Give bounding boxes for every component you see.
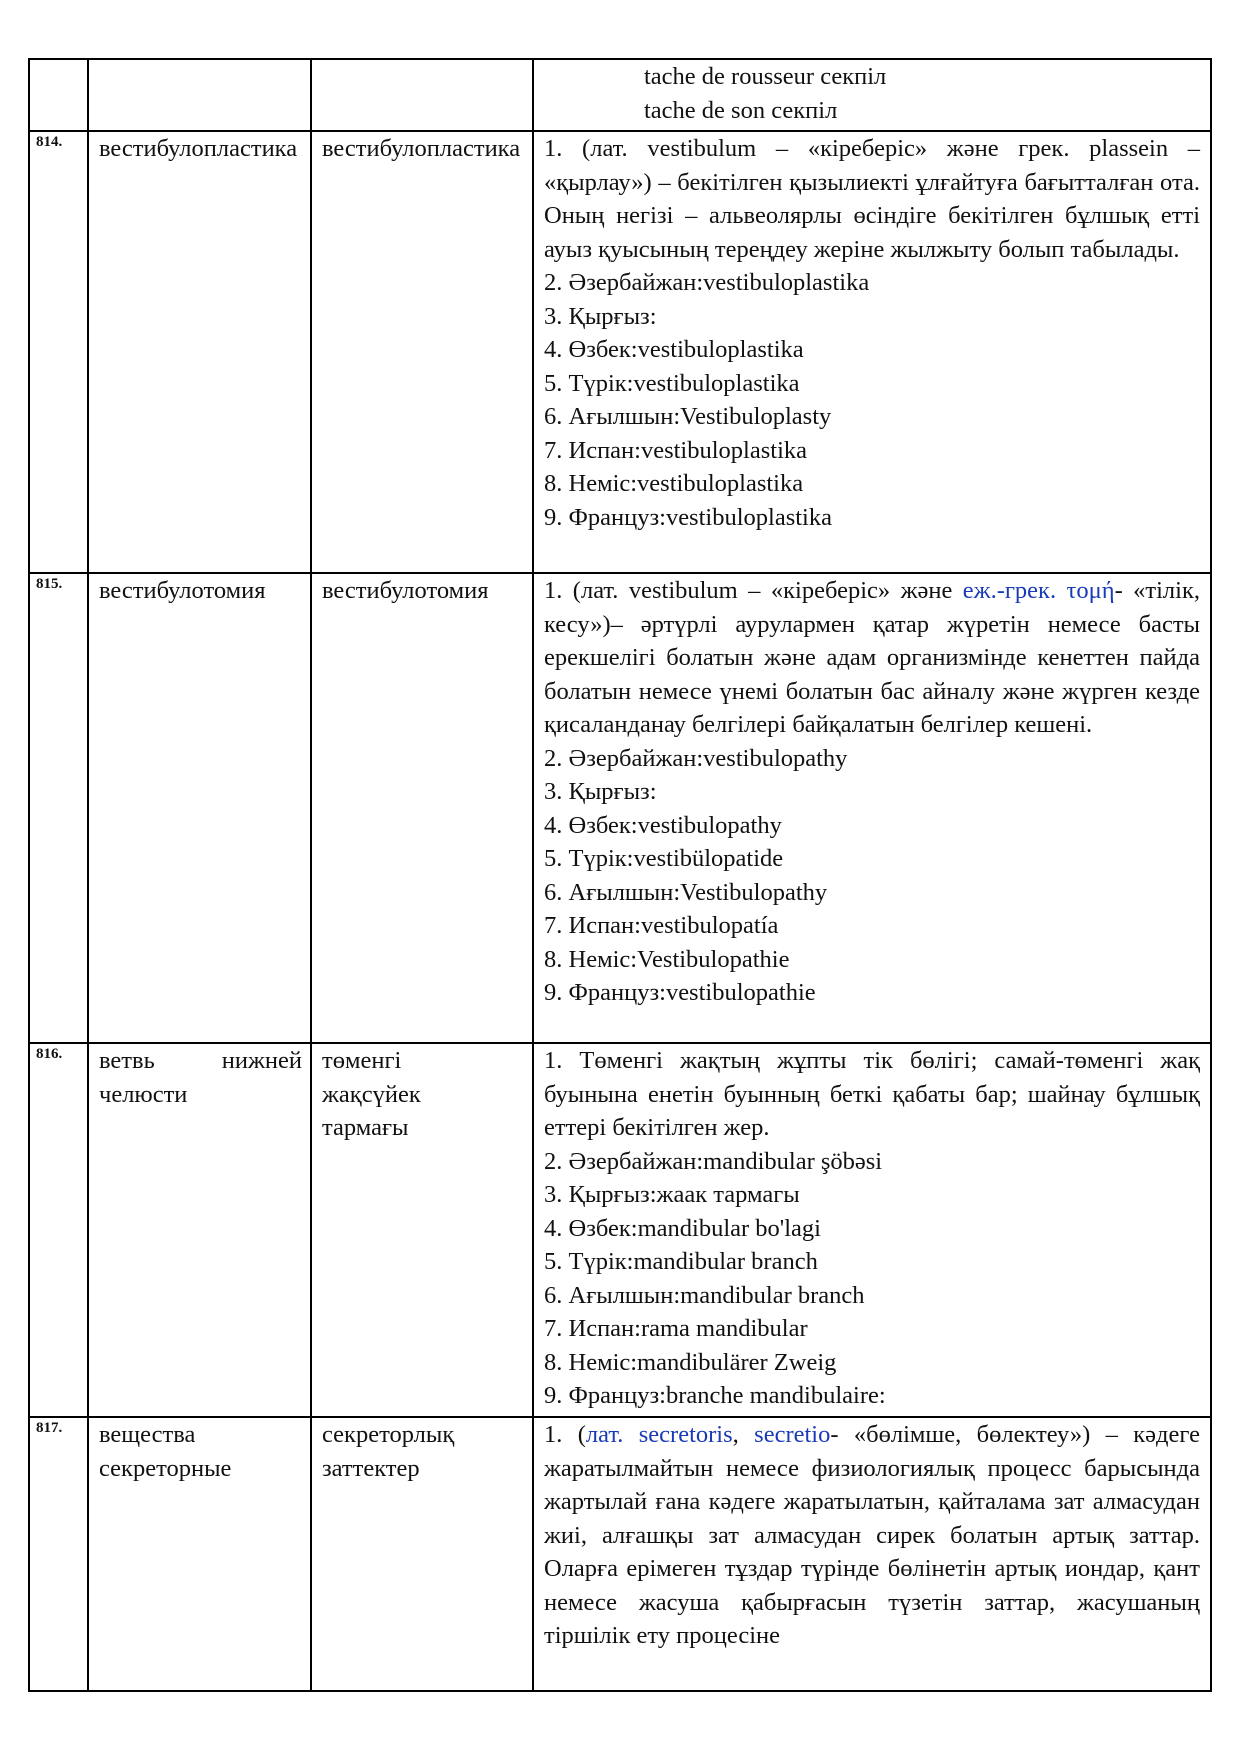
entry-number: 816. (29, 1043, 88, 1417)
latin-etymology-link: secretio (754, 1421, 831, 1448)
entry-number: 817. (29, 1417, 88, 1691)
definition-text (544, 1044, 1200, 1145)
table-row (29, 573, 1211, 1043)
translation-line: 2. Әзербайжан:mandibular şöbəsi (544, 1147, 883, 1175)
definition-cell (533, 1043, 1211, 1417)
term-kazakh: секреторлық заттектер (311, 1417, 533, 1691)
translation-line: 3. Қырғыз:жаак тармагы (544, 1181, 800, 1208)
term-kazakh: төменгі жақсүйек тармағы (311, 1043, 533, 1417)
translation-line: 4. Өзбек:vestibulopathy (544, 811, 782, 839)
translation-line: 7. Испан:vestibuloplastika (544, 436, 808, 464)
term-russian (88, 59, 311, 131)
term-russian: вестибулопластика (88, 131, 311, 573)
definition-cell (533, 59, 1211, 131)
translation-line: 7. Испан:rama mandibular (544, 1315, 808, 1342)
translation-line: 3. Қырғыз: (544, 302, 657, 330)
definition-part: 1. ( (544, 1421, 586, 1448)
term-kazakh (311, 59, 533, 131)
definition-part: - «тілік, кесу»)– әртүрлі аурулармен қатар жүретін немесе басты ерекшелігі болатын және адам организмінде кенеттен пайда болатын немесе үнемі болатын бас айналу және жүрген кезде қисаланданау белгілері байқалатын белгілер кешені. (544, 577, 1200, 738)
term-russian: вещества секреторные (88, 1417, 311, 1691)
entry-number: 815. (29, 573, 88, 1043)
definition-text (544, 132, 1200, 266)
translation-line: 9. Француз:vestibuloplastika (544, 503, 832, 531)
translation-line: 9. Француз:branche mandibulaire: (544, 1382, 886, 1409)
table-row (29, 1043, 1211, 1417)
translation-line: 5. Түрік:mandibular branch (544, 1248, 818, 1275)
definition-text (544, 574, 1200, 742)
dictionary-table (28, 58, 1212, 1692)
term-russian: вестибулотомия (88, 573, 311, 1043)
translation-line: 8. Неміс:Vestibulopathie (544, 945, 790, 973)
definition-part: 1. (лат. vestibulum – «кіреберіс» және грек. plassein – «қырлау») – бекітілген қызылиекті ұлғайтуға бағытталған ота. Оның негізі – альвеолярлы өсіндіге бекітілген бұлшық етті ауыз қуысының тереңдеу жеріне жылжыту болып табылады. (544, 135, 1200, 263)
definition-cell (533, 573, 1211, 1043)
table-row (29, 59, 1211, 131)
translation-line: 5. Түрік:vestibuloplastika (544, 369, 800, 397)
definition-part: - «бөлімше, бөлектеу») – кәдеге жаратылмайтын немесе физиологиялық процесс барысында жартылай ғана кәдеге жаратылатын, қайталама зат алмасудан жиі, алғашқы зат алмасудан сирек болатын артық заттар. Оларға ерімеген тұздар түрінде бөлінетін артық иондар, қант немесе жасуша қабырғасын түзетін заттар, жасушаның тіршілік ету процесіне (544, 1421, 1200, 1649)
translation-line: 4. Өзбек:vestibuloplastika (544, 336, 804, 363)
translation-line: 6. Ағылшын:Vestibuloplasty (544, 403, 832, 430)
translation-line: 2. Әзербайжан:vestibulopathy (544, 744, 848, 772)
term-kazakh: вестибулотомия (311, 573, 533, 1043)
table-row (29, 1417, 1211, 1691)
translation-line: 2. Әзербайжан:vestibuloplastika (544, 269, 870, 296)
definition-cell (533, 131, 1211, 573)
latin-etymology-link: лат. secretoris (585, 1421, 733, 1448)
continuation-line: tache de son секпіл (644, 96, 838, 124)
greek-etymology-link: еж.-грек. τομή (962, 577, 1115, 604)
term-kazakh: вестибулопластика (311, 131, 533, 573)
translation-line: 4. Өзбек:mandibular bo'lagi (544, 1214, 821, 1242)
definition-text (544, 1418, 1200, 1654)
definition-cell (533, 1417, 1211, 1691)
entry-number: 814. (29, 131, 88, 573)
translation-line: 9. Француз:vestibulopathie (544, 979, 816, 1006)
term-russian: ветвь нижней челюсти (88, 1043, 311, 1417)
translation-line: 6. Ағылшын:mandibular branch (544, 1281, 865, 1309)
translation-line: 5. Түрік:vestibülopatide (544, 845, 784, 872)
entry-number (29, 59, 88, 131)
table-row (29, 131, 1211, 573)
translation-line: 8. Неміс:mandibulärer Zweig (544, 1348, 837, 1376)
translation-line: 7. Испан:vestibulopatía (544, 912, 779, 939)
translation-line: 8. Неміс:vestibuloplastika (544, 470, 804, 497)
definition-part: 1. Төменгі жақтың жұпты тік бөлігі; самай-төменгі жақ буынына енетін буынның беткі қабаты бар; шайнау бұлшық еттері бекітілген жер. (544, 1047, 1200, 1141)
definition-part: 1. (лат. vestibulum – «кіреберіс» және (544, 577, 963, 604)
continuation-line: tache de rousseur секпіл (644, 63, 887, 90)
translation-line: 6. Ағылшын:Vestibulopathy (544, 878, 828, 906)
definition-part: , (732, 1421, 755, 1448)
translation-line: 3. Қырғыз: (544, 778, 657, 805)
